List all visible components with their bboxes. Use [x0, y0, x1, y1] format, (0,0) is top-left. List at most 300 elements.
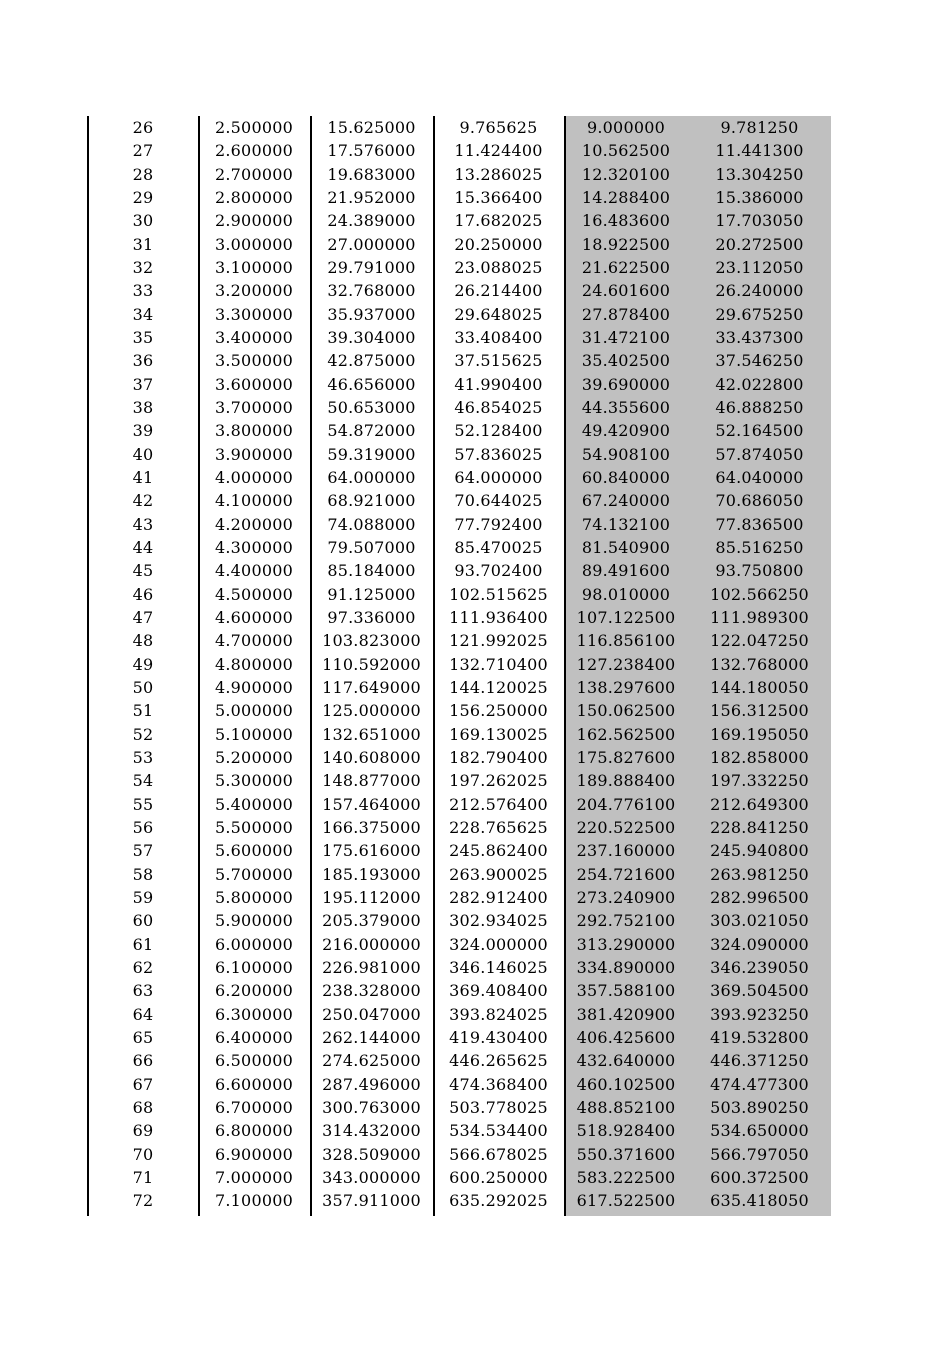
table-cell[interactable]: 3.500000: [215, 351, 293, 371]
table-cell[interactable]: 27: [132, 141, 154, 161]
table-cell[interactable]: 37: [132, 374, 154, 394]
table-cell[interactable]: 11.424400: [454, 141, 543, 161]
table-cell[interactable]: 419.430400: [449, 1027, 548, 1047]
table-row: [88, 956, 831, 979]
table-cell[interactable]: 71: [132, 1167, 154, 1187]
table-cell[interactable]: 48: [132, 631, 154, 651]
table-cell[interactable]: 89.491600: [581, 561, 671, 581]
table-cell[interactable]: 13.304250: [715, 164, 804, 184]
table-cell[interactable]: 9.000000: [587, 118, 665, 138]
table-cell[interactable]: 17.682025: [454, 211, 543, 231]
table-cell[interactable]: 474.477300: [710, 1074, 809, 1094]
table-cell[interactable]: 29.648025: [454, 304, 543, 324]
table-cell[interactable]: 346.239050: [710, 957, 809, 977]
table-cell[interactable]: 357.588100: [576, 981, 676, 1001]
table-row: [88, 1026, 831, 1049]
table-cell[interactable]: 17.576000: [327, 141, 416, 161]
table-cell[interactable]: 6.100000: [215, 957, 293, 977]
table-cell[interactable]: 10.562500: [581, 141, 671, 161]
table-row: [88, 443, 831, 466]
table-cell[interactable]: 245.862400: [449, 841, 548, 861]
table-row: [88, 653, 831, 676]
table-cell[interactable]: 3.000000: [215, 234, 293, 254]
table-cell[interactable]: 68: [132, 1097, 154, 1117]
table-cell[interactable]: 23.088025: [454, 258, 543, 278]
table-cell[interactable]: 162.562500: [576, 724, 676, 744]
table-cell[interactable]: 132.710400: [449, 654, 548, 674]
table-cell[interactable]: 503.890250: [710, 1097, 809, 1117]
table-cell[interactable]: 2.900000: [215, 211, 293, 231]
table-cell[interactable]: 334.890000: [576, 957, 676, 977]
table-cell[interactable]: 85.470025: [454, 538, 543, 558]
table-cell[interactable]: 81.540900: [581, 538, 671, 558]
table-cell[interactable]: 39.690000: [581, 374, 671, 394]
table-cell[interactable]: 17.703050: [715, 211, 804, 231]
table-cell[interactable]: 103.823000: [322, 631, 421, 651]
table-cell[interactable]: 47: [132, 608, 154, 628]
table-cell[interactable]: 74.132100: [581, 514, 671, 534]
table-cell[interactable]: 91.125000: [327, 584, 416, 604]
table-cell[interactable]: 64.000000: [454, 468, 543, 488]
table-row: [88, 932, 831, 955]
table-cell[interactable]: 97.336000: [327, 608, 416, 628]
table-cell[interactable]: 273.240900: [576, 887, 676, 907]
table-cell[interactable]: 52.128400: [454, 421, 543, 441]
table-cell[interactable]: 393.824025: [449, 1004, 548, 1024]
table-cell[interactable]: 534.534400: [449, 1121, 548, 1141]
table-cell[interactable]: 250.047000: [322, 1004, 421, 1024]
table-cell[interactable]: 287.496000: [322, 1074, 421, 1094]
table-cell[interactable]: 111.936400: [449, 608, 548, 628]
table-cell[interactable]: 156.312500: [710, 701, 809, 721]
table-cell[interactable]: 4.600000: [215, 608, 293, 628]
table-cell[interactable]: 98.010000: [581, 584, 671, 604]
table-cell[interactable]: 5.300000: [215, 771, 293, 791]
table-cell[interactable]: 3.800000: [215, 421, 293, 441]
table-cell[interactable]: 29: [132, 188, 154, 208]
table-cell[interactable]: 282.912400: [449, 887, 548, 907]
table-cell[interactable]: 195.112000: [322, 887, 421, 907]
table-cell[interactable]: 175.616000: [322, 841, 421, 861]
table-cell[interactable]: 54.872000: [327, 421, 416, 441]
table-cell[interactable]: 60.840000: [581, 468, 671, 488]
table-cell[interactable]: 460.102500: [576, 1074, 676, 1094]
table-cell[interactable]: 46: [132, 584, 154, 604]
table-cell[interactable]: 11.441300: [715, 141, 804, 161]
table-cell[interactable]: 9.781250: [720, 118, 799, 138]
table-cell[interactable]: 43: [132, 514, 154, 534]
table-cell[interactable]: 6.700000: [215, 1097, 293, 1117]
table-cell[interactable]: 50.653000: [327, 398, 416, 418]
table-cell[interactable]: 300.763000: [322, 1097, 421, 1117]
table-cell[interactable]: 7.100000: [215, 1191, 293, 1211]
table-cell[interactable]: 12.320100: [581, 164, 671, 184]
table-row: [88, 373, 831, 396]
table-cell[interactable]: 45: [132, 561, 154, 581]
table-cell[interactable]: 182.790400: [449, 748, 548, 768]
table-cell[interactable]: 6.200000: [215, 981, 293, 1001]
table-cell[interactable]: 20.272500: [715, 234, 804, 254]
table-cell[interactable]: 49.420900: [581, 421, 671, 441]
table-cell[interactable]: 42.022800: [715, 374, 804, 394]
table-cell[interactable]: 46.854025: [454, 398, 543, 418]
table-cell[interactable]: 503.778025: [449, 1097, 548, 1117]
table-cell[interactable]: 175.827600: [576, 748, 676, 768]
table-cell[interactable]: 35: [132, 328, 154, 348]
table-cell[interactable]: 2.500000: [215, 118, 293, 138]
table-cell[interactable]: 314.432000: [322, 1121, 421, 1141]
table-cell[interactable]: 2.700000: [215, 164, 293, 184]
table-cell[interactable]: 33: [132, 281, 154, 301]
table-cell[interactable]: 28: [132, 164, 154, 184]
table-cell[interactable]: 600.372500: [710, 1167, 809, 1187]
table-cell[interactable]: 54: [132, 771, 154, 791]
table-cell[interactable]: 2.600000: [215, 141, 293, 161]
table-cell[interactable]: 27.000000: [327, 234, 416, 254]
table-cell[interactable]: 14.288400: [581, 188, 671, 208]
table-cell[interactable]: 254.721600: [576, 864, 676, 884]
table-cell[interactable]: 4.300000: [215, 538, 293, 558]
table-cell[interactable]: 57.836025: [454, 444, 543, 464]
table-cell[interactable]: 23.112050: [715, 258, 804, 278]
table-cell[interactable]: 57.874050: [715, 444, 804, 464]
table-cell[interactable]: 107.122500: [576, 608, 676, 628]
table-cell[interactable]: 49: [132, 654, 154, 674]
table-cell[interactable]: 5.600000: [215, 841, 293, 861]
table-cell[interactable]: 140.608000: [322, 748, 421, 768]
table-cell[interactable]: 52: [132, 724, 154, 744]
table-cell[interactable]: 324.000000: [449, 934, 548, 954]
table-cell[interactable]: 292.752100: [576, 911, 676, 931]
table-cell[interactable]: 534.650000: [710, 1121, 809, 1141]
table-cell[interactable]: 26.240000: [715, 281, 804, 301]
table-cell[interactable]: 64: [132, 1004, 154, 1024]
table-cell[interactable]: 169.130025: [449, 724, 548, 744]
table-cell[interactable]: 52.164500: [715, 421, 804, 441]
table-row: [88, 489, 831, 512]
table-cell[interactable]: 302.934025: [449, 911, 548, 931]
table-cell[interactable]: 21.952000: [327, 188, 416, 208]
table-cell[interactable]: 55: [132, 794, 154, 814]
table-cell[interactable]: 189.888400: [576, 771, 676, 791]
table-cell[interactable]: 346.146025: [449, 957, 548, 977]
table-cell[interactable]: 3.100000: [215, 258, 293, 278]
table-cell[interactable]: 65: [132, 1027, 154, 1047]
table-cell[interactable]: 15.625000: [327, 118, 416, 138]
table-cell[interactable]: 15.366400: [454, 188, 543, 208]
table-cell[interactable]: 474.368400: [449, 1074, 548, 1094]
table-cell[interactable]: 31.472100: [581, 328, 671, 348]
table-cell[interactable]: 85.516250: [715, 538, 804, 558]
table-cell[interactable]: 40: [132, 444, 154, 464]
table-cell[interactable]: 6.800000: [215, 1121, 293, 1141]
table-cell[interactable]: 566.678025: [449, 1144, 548, 1164]
table-cell[interactable]: 228.765625: [449, 818, 548, 837]
table-cell[interactable]: 132.768000: [710, 654, 809, 674]
table-cell[interactable]: 70.644025: [454, 491, 543, 511]
table-cell[interactable]: 102.566250: [710, 584, 809, 604]
table-cell[interactable]: 18.922500: [581, 234, 671, 254]
table-cell[interactable]: 56: [132, 818, 154, 837]
table-cell[interactable]: 185.193000: [322, 864, 421, 884]
table-cell[interactable]: 67: [132, 1074, 154, 1094]
table-cell[interactable]: 74.088000: [327, 514, 416, 534]
table-cell[interactable]: 313.290000: [576, 934, 676, 954]
table-cell[interactable]: 79.507000: [327, 538, 416, 558]
table-cell[interactable]: 44: [132, 538, 154, 558]
table-cell[interactable]: 328.509000: [322, 1144, 421, 1164]
table-cell[interactable]: 381.420900: [576, 1004, 676, 1024]
table-cell[interactable]: 69: [132, 1121, 154, 1141]
table-cell[interactable]: 77.836500: [715, 514, 804, 534]
table-cell[interactable]: 166.375000: [322, 818, 421, 837]
table-cell[interactable]: 35.937000: [327, 304, 416, 324]
table-cell[interactable]: 5.100000: [215, 724, 293, 744]
table-cell[interactable]: 343.000000: [322, 1167, 421, 1187]
table-cell[interactable]: 60: [132, 911, 154, 931]
table-cell[interactable]: 7.000000: [215, 1167, 293, 1187]
table-cell[interactable]: 406.425600: [576, 1027, 676, 1047]
table-cell[interactable]: 204.776100: [576, 794, 676, 814]
table-cell[interactable]: 518.928400: [576, 1121, 676, 1141]
table-cell[interactable]: 4.400000: [215, 561, 293, 581]
table-cell[interactable]: 212.649300: [710, 794, 809, 814]
table-cell[interactable]: 197.332250: [710, 771, 809, 791]
table-cell[interactable]: 6.600000: [215, 1074, 293, 1094]
table-cell[interactable]: 13.286025: [454, 164, 543, 184]
table-row: [88, 396, 831, 419]
table-cell[interactable]: 157.464000: [322, 794, 421, 814]
table-cell[interactable]: 583.222500: [576, 1167, 676, 1187]
table-cell[interactable]: 68.921000: [327, 491, 416, 511]
table-cell[interactable]: 26.214400: [454, 281, 543, 301]
table-cell[interactable]: 102.515625: [449, 584, 548, 604]
table-cell[interactable]: 51: [132, 701, 154, 721]
table-cell[interactable]: 182.858000: [710, 748, 809, 768]
table-cell[interactable]: 34: [132, 304, 154, 324]
table-cell[interactable]: 111.989300: [710, 608, 809, 628]
table-cell[interactable]: 46.888250: [715, 398, 804, 418]
table-cell[interactable]: 5.000000: [215, 701, 293, 721]
table-cell[interactable]: 488.852100: [576, 1097, 676, 1117]
table-cell[interactable]: 138.297600: [576, 678, 676, 698]
table-cell[interactable]: 41.990400: [454, 374, 543, 394]
table-cell[interactable]: 6.900000: [215, 1144, 293, 1164]
table-cell[interactable]: 57: [132, 841, 154, 861]
table-cell[interactable]: 42: [132, 491, 154, 511]
table-cell[interactable]: 33.408400: [454, 328, 543, 348]
table-cell[interactable]: 15.386000: [715, 188, 804, 208]
table-cell[interactable]: 30: [132, 211, 154, 231]
table-cell[interactable]: 2.800000: [215, 188, 293, 208]
table-cell[interactable]: 262.144000: [322, 1027, 421, 1047]
table-cell[interactable]: 24.389000: [327, 211, 416, 231]
table-row: [88, 209, 831, 232]
table-cell[interactable]: 4.900000: [215, 678, 293, 698]
table-cell[interactable]: 53: [132, 748, 154, 768]
table-cell[interactable]: 70.686050: [715, 491, 804, 511]
table-cell[interactable]: 5.500000: [215, 818, 293, 837]
table-cell[interactable]: 29.791000: [327, 258, 416, 278]
table-cell[interactable]: 446.371250: [710, 1051, 809, 1071]
table-cell[interactable]: 156.250000: [449, 701, 548, 721]
table-cell[interactable]: 117.649000: [322, 678, 421, 698]
table-cell[interactable]: 19.683000: [327, 164, 416, 184]
table-cell[interactable]: 41: [132, 468, 154, 488]
table-cell[interactable]: 5.400000: [215, 794, 293, 814]
table-cell[interactable]: 67.240000: [581, 491, 671, 511]
table-cell[interactable]: 29.675250: [715, 304, 804, 324]
table-cell[interactable]: 220.522500: [576, 818, 676, 837]
table-row: [88, 1142, 831, 1165]
table-cell[interactable]: 27.878400: [581, 304, 671, 324]
table-cell[interactable]: 357.911000: [322, 1191, 421, 1211]
table-cell[interactable]: 77.792400: [454, 514, 543, 534]
table-cell[interactable]: 238.328000: [322, 981, 421, 1001]
table-cell[interactable]: 33.437300: [715, 328, 804, 348]
table-cell[interactable]: 4.800000: [215, 654, 293, 674]
table-cell[interactable]: 303.021050: [710, 911, 809, 931]
table-cell[interactable]: 245.940800: [710, 841, 809, 861]
table-cell[interactable]: 197.262025: [449, 771, 548, 791]
table-cell[interactable]: 3.200000: [215, 281, 293, 301]
table-cell[interactable]: 72: [132, 1191, 154, 1211]
table-cell[interactable]: 58: [132, 864, 154, 884]
table-cell[interactable]: 21.622500: [581, 258, 671, 278]
table-cell[interactable]: 38: [132, 398, 154, 418]
table-cell[interactable]: 324.090000: [710, 934, 809, 954]
table-cell[interactable]: 3.400000: [215, 328, 293, 348]
table-row: [88, 886, 831, 909]
table-cell[interactable]: 212.576400: [449, 794, 548, 814]
table-cell[interactable]: 36: [132, 351, 154, 371]
table-cell[interactable]: 228.841250: [710, 818, 809, 837]
table-cell[interactable]: 32.768000: [327, 281, 416, 301]
table-cell[interactable]: 566.797050: [710, 1144, 809, 1164]
table-cell[interactable]: 24.601600: [581, 281, 671, 301]
table-cell[interactable]: 263.900025: [449, 864, 548, 884]
table-cell[interactable]: 127.238400: [576, 654, 676, 674]
table-cell[interactable]: 116.856100: [576, 631, 676, 651]
table-cell[interactable]: 169.195050: [710, 724, 809, 744]
table-cell[interactable]: 4.200000: [215, 514, 293, 534]
table-cell[interactable]: 59.319000: [327, 444, 416, 464]
table-cell[interactable]: 16.483600: [581, 211, 671, 231]
table-cell[interactable]: 26: [132, 118, 154, 138]
table-cell[interactable]: 37.546250: [715, 351, 804, 371]
table-cell[interactable]: 3.900000: [215, 444, 293, 464]
table-cell[interactable]: 419.532800: [710, 1027, 809, 1047]
table-cell[interactable]: 274.625000: [322, 1051, 421, 1071]
table-cell[interactable]: 6.000000: [215, 934, 293, 954]
table-cell[interactable]: 62: [132, 957, 154, 977]
table-cell[interactable]: 85.184000: [327, 561, 416, 581]
table-cell[interactable]: 5.900000: [215, 911, 293, 931]
table-cell[interactable]: 5.700000: [215, 864, 293, 884]
table-cell[interactable]: 3.600000: [215, 374, 293, 394]
table-cell[interactable]: 32: [132, 258, 154, 278]
table-cell[interactable]: 393.923250: [710, 1004, 809, 1024]
table-row: [88, 629, 831, 652]
table-cell[interactable]: 432.640000: [576, 1051, 676, 1071]
table-cell[interactable]: 263.981250: [710, 864, 809, 884]
table-cell[interactable]: 205.379000: [322, 911, 421, 931]
table-row: [88, 1072, 831, 1095]
table-cell[interactable]: 4.500000: [215, 584, 293, 604]
table-cell[interactable]: 35.402500: [581, 351, 671, 371]
table-cell[interactable]: 4.000000: [215, 468, 293, 488]
table-cell[interactable]: 39: [132, 421, 154, 441]
table-cell[interactable]: 4.700000: [215, 631, 293, 651]
table-cell[interactable]: 226.981000: [322, 957, 421, 977]
table-cell[interactable]: 132.651000: [322, 724, 421, 744]
table-cell[interactable]: 148.877000: [322, 771, 421, 791]
table-cell[interactable]: 144.120025: [449, 678, 548, 698]
table-cell[interactable]: 110.592000: [322, 654, 421, 674]
table-cell[interactable]: 20.250000: [454, 234, 543, 254]
table-cell[interactable]: 39.304000: [327, 328, 416, 348]
table-cell[interactable]: 150.062500: [576, 701, 676, 721]
table-cell[interactable]: 5.800000: [215, 887, 293, 907]
table-cell[interactable]: 31: [132, 234, 154, 254]
table-cell[interactable]: 282.996500: [710, 887, 809, 907]
table-cell[interactable]: 42.875000: [327, 351, 416, 371]
table-cell[interactable]: 59: [132, 887, 154, 907]
table-cell[interactable]: 635.292025: [449, 1191, 548, 1211]
table-cell[interactable]: 369.504500: [710, 981, 809, 1001]
table-cell[interactable]: 93.750800: [715, 561, 804, 581]
table-cell[interactable]: 44.355600: [581, 398, 671, 418]
table-cell[interactable]: 5.200000: [215, 748, 293, 768]
table-cell[interactable]: 216.000000: [322, 934, 421, 954]
table-cell[interactable]: 122.047250: [710, 631, 809, 651]
table-cell[interactable]: 617.522500: [576, 1191, 676, 1211]
table-cell[interactable]: 3.700000: [215, 398, 293, 418]
table-cell[interactable]: 61: [132, 934, 154, 954]
table-cell[interactable]: 550.371600: [576, 1144, 676, 1164]
table-cell[interactable]: 237.160000: [576, 841, 676, 861]
table-cell[interactable]: 446.265625: [449, 1051, 548, 1071]
table-cell[interactable]: 3.300000: [215, 304, 293, 324]
table-cell[interactable]: 46.656000: [327, 374, 416, 394]
table-cell[interactable]: 50: [132, 678, 154, 698]
table-cell[interactable]: 93.702400: [454, 561, 543, 581]
table-cell[interactable]: 66: [132, 1051, 154, 1071]
table-cell[interactable]: 6.500000: [215, 1051, 293, 1071]
table-cell[interactable]: 70: [132, 1144, 154, 1164]
table-cell[interactable]: 144.180050: [710, 678, 809, 698]
table-row: [88, 816, 831, 839]
table-row: [88, 139, 831, 162]
table-cell[interactable]: 6.400000: [215, 1027, 293, 1047]
table-cell[interactable]: 63: [132, 981, 154, 1001]
table-cell[interactable]: 600.250000: [449, 1167, 548, 1187]
table-cell[interactable]: 635.418050: [710, 1191, 809, 1211]
table-cell[interactable]: 37.515625: [454, 351, 543, 371]
table-row: [88, 839, 831, 862]
table-cell[interactable]: 64.040000: [715, 468, 804, 488]
table-cell[interactable]: 369.408400: [449, 981, 548, 1001]
table-cell[interactable]: 54.908100: [581, 444, 671, 464]
table-body: [88, 116, 831, 1212]
table-cell[interactable]: 64.000000: [327, 468, 416, 488]
table-cell[interactable]: 121.992025: [449, 631, 548, 651]
table-cell[interactable]: 9.765625: [459, 118, 538, 138]
table-cell[interactable]: 4.100000: [215, 491, 293, 511]
table-row: [88, 769, 831, 792]
table-cell[interactable]: 125.000000: [322, 701, 421, 721]
table-cell[interactable]: 6.300000: [215, 1004, 293, 1024]
